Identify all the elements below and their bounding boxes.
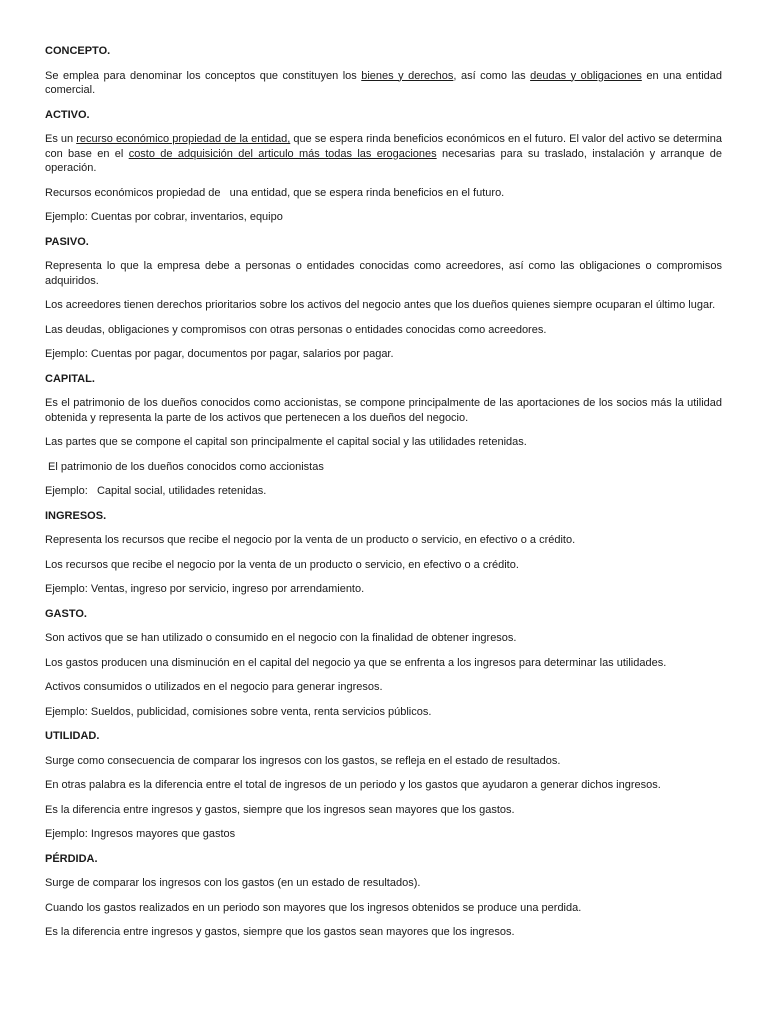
gasto-paragraph-3: Activos consumidos o utilizados en el negocio para generar ingresos. <box>45 681 383 693</box>
underlined-text: recurso económico propiedad de la entidad, <box>76 133 291 145</box>
utilidad-paragraph-3: Es la diferencia entre ingresos y gastos, siempre que los ingresos sean mayores que los gastos. <box>45 803 515 816</box>
underlined-text: deudas y obligaciones <box>530 69 642 82</box>
text-span: , así como las <box>453 69 531 82</box>
perdida-paragraph-3: Es la diferencia entre ingresos y gastos, siempre que los gastos sean mayores que los ingresos. <box>45 926 515 938</box>
underlined-text: costo de adquisición del articulo más todas las erogaciones <box>128 147 437 160</box>
capital-paragraph-1: Es el patrimonio de los dueños conocidos como accionistas, se compone principalmente de las aportaciones de los socios más la utilidad obtenida y representa la parte de los activos que pertenecen a los dueños del negocio. <box>45 397 722 424</box>
text-span: en una entidad comercial. <box>45 69 722 96</box>
section-heading-gasto: GASTO. <box>45 607 87 620</box>
utilidad-paragraph-2: En otras palabra es la diferencia entre el total de ingresos de un periodo y los gastos que ayudaron a generar dichos ingresos. <box>45 779 661 791</box>
concepto-paragraph-1 <box>45 69 722 98</box>
text-span: que se espera rinda beneficios económicos en el futuro. El valor del activo se determina con base en el <box>45 133 723 160</box>
text-span: necesarias para su traslado, instalación y arranque de operación. <box>45 147 722 174</box>
text-span: Se emplea para denominar los conceptos que constituyen los <box>45 69 362 82</box>
section-heading-utilidad: UTILIDAD. <box>45 730 100 742</box>
capital-paragraph-2: Las partes que se compone el capital son principalmente el capital social y las utilidades retenidas. <box>45 436 527 448</box>
ingresos-paragraph-1: Representa los recursos que recibe el negocio por la venta de un producto o servicio, en efectivo o a crédito. <box>45 534 576 546</box>
activo-example: Ejemplo: Cuentas por cobrar, inventarios, equipo <box>45 211 283 223</box>
document-page <box>45 44 722 950</box>
perdida-paragraph-1: Surge de comparar los ingresos con los gastos (en un estado de resultados). <box>45 877 421 889</box>
section-heading-pasivo: PASIVO. <box>45 235 89 248</box>
capital-paragraph-3: El patrimonio de los dueños conocidos como accionistas <box>45 460 324 473</box>
section-heading-activo: ACTIVO. <box>45 108 90 121</box>
gasto-paragraph-2: Los gastos producen una disminución en el capital del negocio ya que se enfrenta a los ingresos para determinar las utilidades. <box>45 656 667 669</box>
perdida-paragraph-2: Cuando los gastos realizados en un periodo son mayores que los ingresos obtenidos se produce una perdida. <box>45 901 582 914</box>
gasto-paragraph-1: Son activos que se han utilizado o consumido en el negocio con la finalidad de obtener ingresos. <box>45 632 517 644</box>
section-heading-capital: CAPITAL. <box>45 372 95 385</box>
capital-example: Ejemplo: Capital social, utilidades retenidas. <box>45 485 267 497</box>
utilidad-paragraph-1: Surge como consecuencia de comparar los ingresos con los gastos, se refleja en el estado de resultados. <box>45 754 561 767</box>
text-span: Es un <box>45 133 77 145</box>
pasivo-paragraph-2: Los acreedores tienen derechos prioritarios sobre los activos del negocio antes que los dueños quienes siempre ocuparan el último lugar. <box>45 299 716 311</box>
activo-paragraph-2: Recursos económicos propiedad de una entidad, que se espera rinda beneficios en el futuro. <box>45 186 505 199</box>
section-heading-perdida: PÉRDIDA. <box>45 852 98 865</box>
section-heading-ingresos: INGRESOS. <box>45 509 107 522</box>
underlined-text: bienes y derechos <box>361 69 454 82</box>
utilidad-example: Ejemplo: Ingresos mayores que gastos <box>45 828 236 840</box>
activo-paragraph-1 <box>45 132 722 176</box>
pasivo-paragraph-1: Representa lo que la empresa debe a personas o entidades conocidas como acreedores, así como las obligaciones o compromisos adquiridos. <box>45 260 722 287</box>
section-heading-concepto: CONCEPTO. <box>45 45 111 57</box>
ingresos-paragraph-2: Los recursos que recibe el negocio por la venta de un producto o servicio, en efectivo o a crédito. <box>45 558 519 571</box>
ingresos-example: Ejemplo: Ventas, ingreso por servicio, ingreso por arrendamiento. <box>45 583 365 595</box>
pasivo-paragraph-3: Las deudas, obligaciones y compromisos con otras personas o entidades conocidas como acreedores. <box>45 323 547 336</box>
gasto-example: Ejemplo: Sueldos, publicidad, comisiones sobre venta, renta servicios públicos. <box>45 705 432 718</box>
pasivo-example: Ejemplo: Cuentas por pagar, documentos por pagar, salarios por pagar. <box>45 348 394 360</box>
